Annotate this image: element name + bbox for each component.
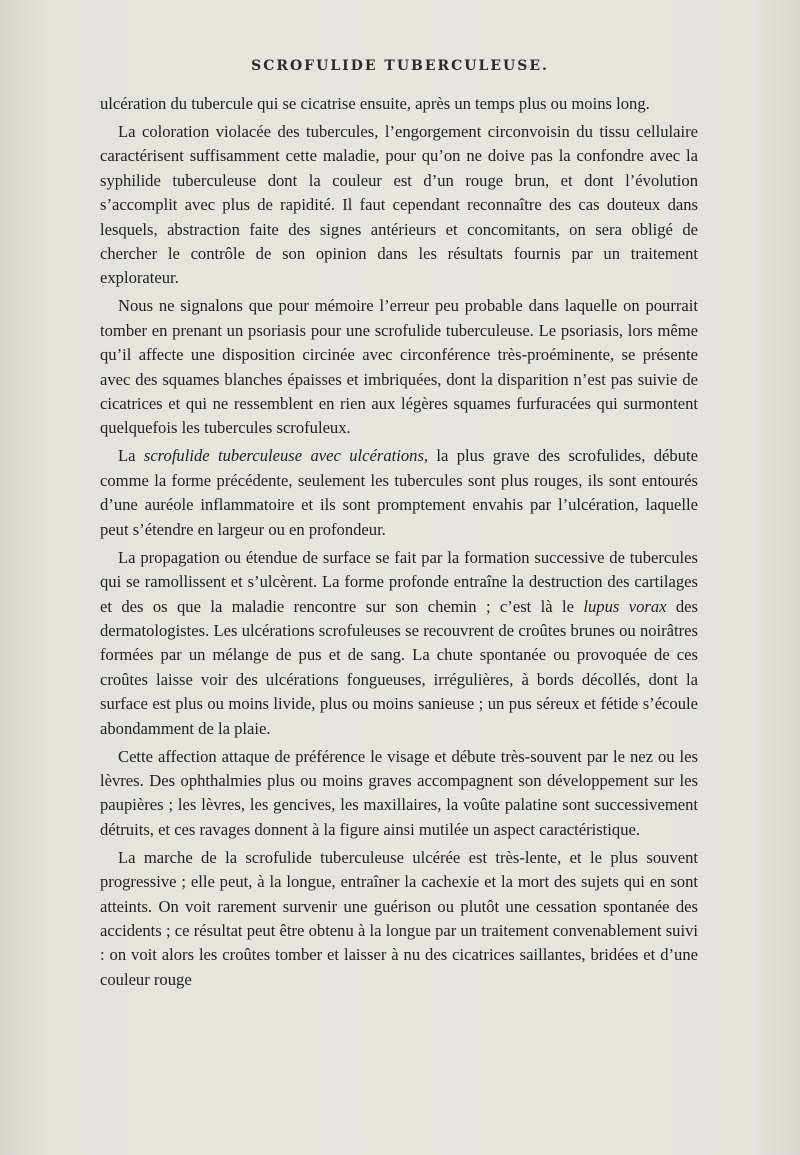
page-body bbox=[100, 92, 698, 996]
paragraph bbox=[100, 546, 698, 741]
paragraph-lead: La bbox=[118, 446, 144, 466]
italic-term: lupus vorax bbox=[583, 596, 667, 616]
italic-term: scrofulide tuberculeuse avec ulcérations bbox=[143, 446, 424, 466]
paragraph-rest: des dermatologistes. Les ulcérations scrofuleuses se recouvrent de croûtes brunes ou noirâtres formées par un mélange de pus et de sang. La chute spontanée ou provoquée de ces croûtes laisse voir des ulcérations fongueuses, irrégulières, à bords décollés, dont la surface est plus ou moins livide, plus ou moins sanieuse ; un pus séreux et fétide s’écoule abondamment de la plaie. bbox=[100, 596, 698, 738]
paragraph: La coloration violacée des tubercules, l’engorgement circonvoisin du tissu cellulaire caractérisent suffisamment cette maladie, pour qu’on ne doive pas la confondre avec la syphilide tuberculeuse dont la couleur est d’un rouge brun, et dont l’évolution s’accomplit avec plus de rapidité. Il faut cependant reconnaître des cas douteux dans lesquels, abstraction faite des signes antérieurs et concomitants, on sera obligé de chercher le contrôle de son opinion dans les résultats fournis par un traitement explorateur. bbox=[100, 122, 698, 288]
paragraph-continued: ulcération du tubercule qui se cicatrise ensuite, après un temps plus ou moins long. bbox=[100, 94, 650, 113]
paragraph: La marche de la scrofulide tuberculeuse ulcérée est très-lente, et le plus souvent progressive ; elle peut, à la longue, entraîner la cachexie et la mort des sujets qui en sont atteints. On voit rarement survenir une guérison ou plutôt une cessation spontanée des accidents ; ce résultat peut être obtenu à la longue par un traitement convenablement suivi : on voit alors les croûtes tomber et laisser à nu des cicatrices saillantes, bridées et d’une couleur rouge bbox=[100, 847, 698, 989]
paragraph bbox=[100, 444, 698, 542]
paragraph-lead: La propagation ou étendue de surface se fait par la formation successive de tubercules qui se ramollissent et s’ulcèrent. La forme profonde entraîne la destruction des cartilages et des os que la maladie rencontre sur son chemin ; c’est là le bbox=[100, 547, 698, 616]
paragraph-rest: , la plus grave des scrofulides, débute comme la forme précédente, seulement les tubercules sont plus rouges, ils sont entourés d’une auréole inflammatoire et ils sont promptement envahis par l’ulcération, laquelle peut s’étendre en largeur ou en profondeur. bbox=[100, 446, 698, 539]
paragraph: Cette affection attaque de préférence le visage et débute très-souvent par le nez ou les lèvres. Des ophthalmies plus ou moins graves accompagnent son développement sur les paupières ; les lèvres, les gencives, les maxillaires, la voûte palatine sont successivement détruits, et ces ravages donnent à la figure ainsi mutilée un aspect caractéristique. bbox=[100, 746, 698, 839]
paragraph: Nous ne signalons que pour mémoire l’erreur peu probable dans laquelle on pourrait tomber en prenant un psoriasis pour une scrofulide tuberculeuse. Le psoriasis, lors même qu’il affecte une disposition circinée avec circonférence très-proéminente, se présente avec des squames blanches épaisses et imbriquées, dont la disparition n’est pas suivie de cicatrices et qui ne ressemblent en rien aux légères squames furfuracées qui surmontent quelquefois les tubercules scrofuleux. bbox=[100, 296, 698, 438]
running-head: SCROFULIDE TUBERCULEUSE. bbox=[251, 58, 549, 74]
